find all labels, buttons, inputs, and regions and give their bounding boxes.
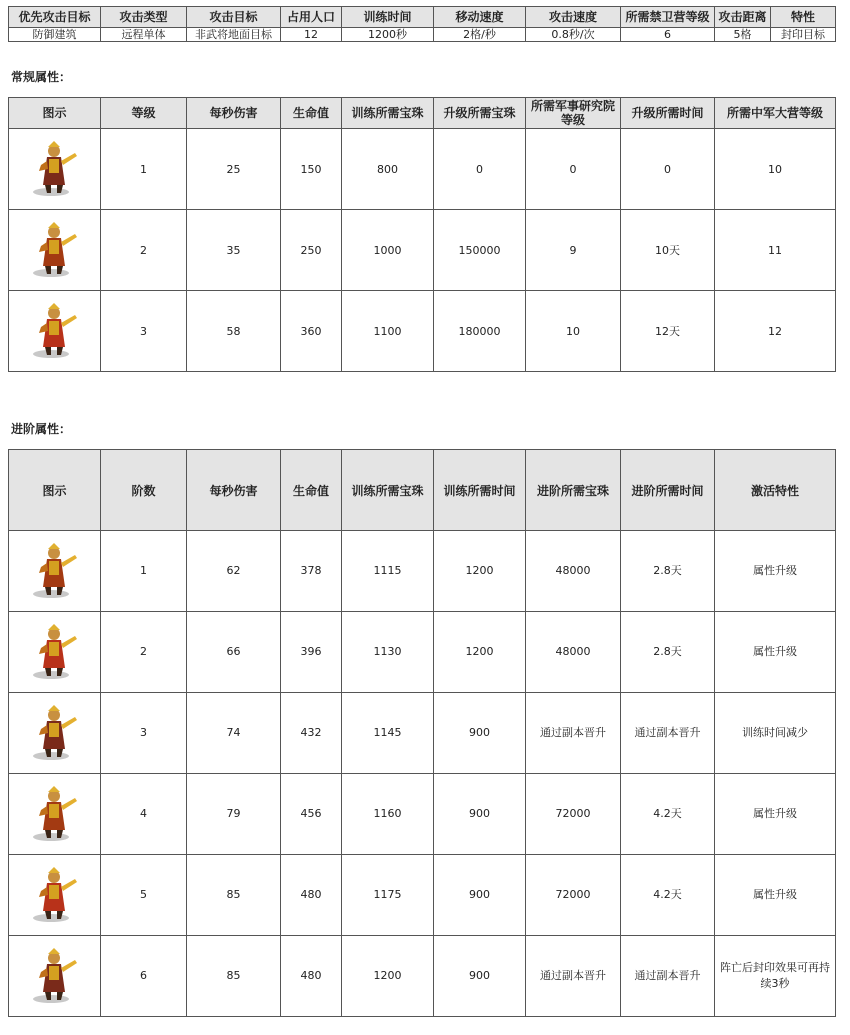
unit-image xyxy=(9,129,101,210)
table-cell: 2 xyxy=(101,612,187,693)
warrior-sprite-icon xyxy=(27,784,83,844)
header-cell: 所需中军大营等级 xyxy=(715,98,836,129)
lv-row-1 xyxy=(9,129,836,210)
table-cell: 10 xyxy=(526,291,621,372)
warrior-sprite-icon xyxy=(27,541,83,601)
value-cell: 6 xyxy=(621,28,715,42)
table-cell: 阵亡后封印效果可再持续3秒 xyxy=(715,936,836,1017)
table-cell: 1 xyxy=(101,129,187,210)
table-cell: 48000 xyxy=(526,612,621,693)
table-cell: 1100 xyxy=(342,291,434,372)
advanced-attributes-table xyxy=(8,449,836,1017)
header-cell: 攻击目标 xyxy=(187,7,281,28)
unit-summary-table xyxy=(8,6,836,42)
header-cell: 占用人口 xyxy=(281,7,342,28)
warrior-sprite-icon xyxy=(27,301,83,361)
table-cell: 2 xyxy=(101,210,187,291)
unit-image xyxy=(9,855,101,936)
table-cell: 35 xyxy=(187,210,281,291)
table-cell: 6 xyxy=(101,936,187,1017)
unit-image xyxy=(9,531,101,612)
table-cell: 1145 xyxy=(342,693,434,774)
table-cell: 2.8天 xyxy=(621,531,715,612)
value-cell: 远程单体 xyxy=(101,28,187,42)
table-cell: 3 xyxy=(101,291,187,372)
header-cell: 攻击距离 xyxy=(715,7,771,28)
adv-row-2 xyxy=(9,612,836,693)
regular-section-title: 常规属性： xyxy=(11,70,72,84)
header-cell: 图示 xyxy=(9,450,101,531)
value-cell: 防御建筑 xyxy=(9,28,101,42)
table-cell: 10天 xyxy=(621,210,715,291)
regular-attributes-table xyxy=(8,97,836,372)
header-cell: 特性 xyxy=(771,7,836,28)
header-cell: 图示 xyxy=(9,98,101,129)
header-cell: 移动速度 xyxy=(434,7,526,28)
table-cell: 480 xyxy=(281,855,342,936)
header-cell: 阶数 xyxy=(101,450,187,531)
adv-row-1 xyxy=(9,531,836,612)
unit-image xyxy=(9,291,101,372)
header-cell: 升级所需宝珠 xyxy=(434,98,526,129)
table-cell: 66 xyxy=(187,612,281,693)
table-cell: 属性升级 xyxy=(715,531,836,612)
header-cell: 攻击速度 xyxy=(526,7,621,28)
table-cell: 150 xyxy=(281,129,342,210)
header-cell: 训练所需宝珠 xyxy=(342,98,434,129)
table-cell: 属性升级 xyxy=(715,774,836,855)
header-cell: 训练所需时间 xyxy=(434,450,526,531)
table-cell: 12天 xyxy=(621,291,715,372)
adv-row-5 xyxy=(9,855,836,936)
table-cell: 0 xyxy=(434,129,526,210)
table-cell: 4.2天 xyxy=(621,774,715,855)
header-cell: 每秒伤害 xyxy=(187,98,281,129)
table-cell: 72000 xyxy=(526,855,621,936)
table-cell: 4 xyxy=(101,774,187,855)
header-cell: 升级所需时间 xyxy=(621,98,715,129)
header-cell: 生命值 xyxy=(281,98,342,129)
value-cell: 0.8秒/次 xyxy=(526,28,621,42)
table-cell: 2.8天 xyxy=(621,612,715,693)
table-cell: 72000 xyxy=(526,774,621,855)
table-cell: 4.2天 xyxy=(621,855,715,936)
regular-rows xyxy=(9,129,836,372)
header-cell: 每秒伤害 xyxy=(187,450,281,531)
advanced-header-row xyxy=(9,450,836,531)
header-cell: 攻击类型 xyxy=(101,7,187,28)
table-cell: 11 xyxy=(715,210,836,291)
table-cell: 1 xyxy=(101,531,187,612)
table-cell: 训练时间减少 xyxy=(715,693,836,774)
table-cell: 74 xyxy=(187,693,281,774)
table-cell: 900 xyxy=(434,855,526,936)
table-cell: 900 xyxy=(434,774,526,855)
table-cell: 250 xyxy=(281,210,342,291)
table-cell: 通过副本晋升 xyxy=(526,693,621,774)
header-cell: 生命值 xyxy=(281,450,342,531)
table-cell: 1115 xyxy=(342,531,434,612)
table-cell: 79 xyxy=(187,774,281,855)
warrior-sprite-icon xyxy=(27,946,83,1006)
warrior-sprite-icon xyxy=(27,139,83,199)
table-cell: 85 xyxy=(187,936,281,1017)
table-cell: 25 xyxy=(187,129,281,210)
unit-image xyxy=(9,612,101,693)
table-cell: 属性升级 xyxy=(715,855,836,936)
table-cell: 10 xyxy=(715,129,836,210)
table-cell: 通过副本晋升 xyxy=(526,936,621,1017)
lv-row-3 xyxy=(9,291,836,372)
table-cell: 1200 xyxy=(342,936,434,1017)
lv-row-2 xyxy=(9,210,836,291)
value-cell: 封印目标 xyxy=(771,28,836,42)
table-cell: 通过副本晋升 xyxy=(621,693,715,774)
header-cell: 优先攻击目标 xyxy=(9,7,101,28)
header-cell: 所需禁卫营等级 xyxy=(621,7,715,28)
table-cell: 3 xyxy=(101,693,187,774)
table-cell: 378 xyxy=(281,531,342,612)
table-cell: 58 xyxy=(187,291,281,372)
table-cell: 通过副本晋升 xyxy=(621,936,715,1017)
unit-image xyxy=(9,774,101,855)
unit-image xyxy=(9,936,101,1017)
table-cell: 1160 xyxy=(342,774,434,855)
table-cell: 480 xyxy=(281,936,342,1017)
value-cell: 2格/秒 xyxy=(434,28,526,42)
table-cell: 属性升级 xyxy=(715,612,836,693)
table-cell: 5 xyxy=(101,855,187,936)
table-cell: 456 xyxy=(281,774,342,855)
header-cell: 等级 xyxy=(101,98,187,129)
unit-image xyxy=(9,210,101,291)
header-cell: 进阶所需宝珠 xyxy=(526,450,621,531)
value-cell: 1200秒 xyxy=(342,28,434,42)
adv-row-6 xyxy=(9,936,836,1017)
summary-value-row xyxy=(9,28,836,42)
table-cell: 1175 xyxy=(342,855,434,936)
regular-header-row xyxy=(9,98,836,129)
table-cell: 1200 xyxy=(434,531,526,612)
table-cell: 0 xyxy=(526,129,621,210)
header-cell: 所需军事研究院等级 xyxy=(526,98,621,129)
table-cell: 12 xyxy=(715,291,836,372)
unit-image xyxy=(9,693,101,774)
table-cell: 900 xyxy=(434,693,526,774)
value-cell: 非武将地面目标 xyxy=(187,28,281,42)
warrior-sprite-icon xyxy=(27,865,83,925)
header-cell: 激活特性 xyxy=(715,450,836,531)
table-cell: 85 xyxy=(187,855,281,936)
table-cell: 900 xyxy=(434,936,526,1017)
table-cell: 62 xyxy=(187,531,281,612)
warrior-sprite-icon xyxy=(27,703,83,763)
header-cell: 训练所需宝珠 xyxy=(342,450,434,531)
warrior-sprite-icon xyxy=(27,622,83,682)
header-cell: 训练时间 xyxy=(342,7,434,28)
table-cell: 1000 xyxy=(342,210,434,291)
summary-header-row xyxy=(9,7,836,28)
table-cell: 48000 xyxy=(526,531,621,612)
adv-row-3 xyxy=(9,693,836,774)
adv-row-4 xyxy=(9,774,836,855)
table-cell: 1200 xyxy=(434,612,526,693)
table-cell: 360 xyxy=(281,291,342,372)
table-cell: 396 xyxy=(281,612,342,693)
warrior-sprite-icon xyxy=(27,220,83,280)
table-cell: 1130 xyxy=(342,612,434,693)
advanced-section-title: 进阶属性： xyxy=(11,422,72,436)
table-cell: 180000 xyxy=(434,291,526,372)
table-cell: 800 xyxy=(342,129,434,210)
advanced-rows xyxy=(9,531,836,1017)
value-cell: 12 xyxy=(281,28,342,42)
value-cell: 5格 xyxy=(715,28,771,42)
table-cell: 9 xyxy=(526,210,621,291)
table-cell: 432 xyxy=(281,693,342,774)
table-cell: 150000 xyxy=(434,210,526,291)
header-cell: 进阶所需时间 xyxy=(621,450,715,531)
table-cell: 0 xyxy=(621,129,715,210)
